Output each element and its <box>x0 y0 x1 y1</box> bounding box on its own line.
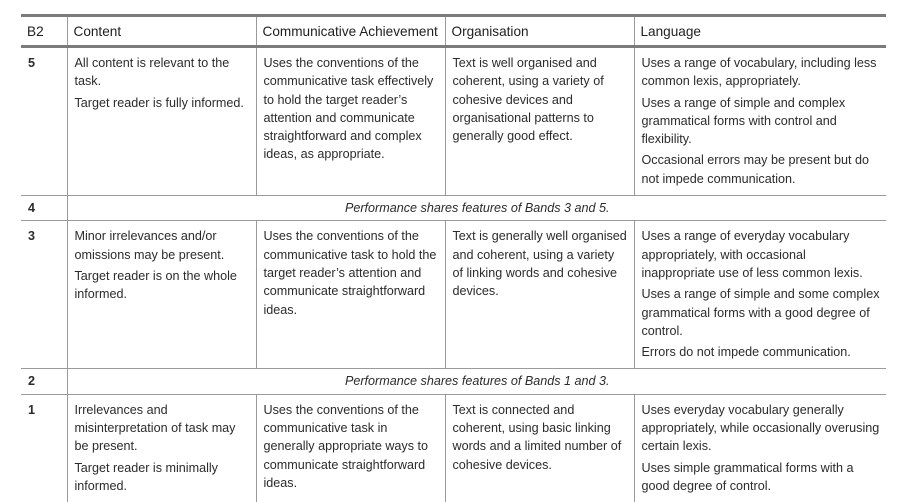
header-language: Language <box>634 16 886 47</box>
header-communicative: Communicative Achievement <box>256 16 445 47</box>
shared-features-note: Performance shares features of Bands 3 and 5. <box>67 196 886 221</box>
content-cell <box>67 221 256 369</box>
band-number: 2 <box>21 369 67 394</box>
content-cell <box>67 394 256 502</box>
organisation-cell <box>445 47 634 196</box>
descriptor: Uses simple grammatical forms with a good degree of control. <box>641 460 854 493</box>
band-number: 5 <box>21 47 67 196</box>
descriptor: Uses the conventions of the communicative task to hold the target reader’s attention and communicate straightforward ideas. <box>263 229 437 317</box>
descriptor: Errors do not impede communication. <box>641 345 851 360</box>
header-content: Content <box>67 16 256 47</box>
shared-features-note: Performance shares features of Bands 1 and 3. <box>67 369 886 394</box>
descriptor: Uses a range of simple and complex grammatical forms with control and flexibility. <box>641 95 846 147</box>
band-5-row <box>21 47 886 196</box>
descriptor: Uses a range of vocabulary, including less common lexis, appropriately. <box>641 56 877 89</box>
assessment-scale-table <box>21 14 886 502</box>
descriptor: Uses everyday vocabulary generally appropriately, while occasionally overusing certain lexis. <box>641 402 880 454</box>
content-cell <box>67 47 256 196</box>
descriptor: Target reader is on the whole informed. <box>74 268 237 302</box>
band-3-row <box>21 221 886 369</box>
language-cell <box>634 394 886 502</box>
language-cell <box>634 221 886 369</box>
band-number: 3 <box>21 221 67 369</box>
organisation-cell <box>445 221 634 369</box>
descriptor: Target reader is minimally informed. <box>74 460 218 493</box>
band-number: 4 <box>21 196 67 221</box>
band-4-row <box>21 196 886 221</box>
descriptor: Uses a range of simple and some complex grammatical forms with a good degree of control. <box>641 287 880 338</box>
descriptor: Irrelevances and misinterpretation of task may be present. <box>74 402 236 454</box>
communicative-cell <box>256 221 445 369</box>
descriptor: Target reader is fully informed. <box>74 95 244 110</box>
descriptor: Minor irrelevances and/or omissions may be present. <box>74 229 225 262</box>
band-2-row <box>21 369 886 394</box>
band-1-row <box>21 394 886 502</box>
header-organisation: Organisation <box>445 16 634 47</box>
communicative-cell <box>256 394 445 502</box>
header-row <box>21 16 886 47</box>
descriptor: All content is relevant to the task. <box>74 56 230 89</box>
descriptor: Text is generally well organised and coherent, using a variety of linking words and cohesive devices. <box>452 229 627 299</box>
descriptor: Occasional errors may be present but do not impede communication. <box>641 153 869 186</box>
descriptor: Text is well organised and coherent, using a variety of cohesive devices and organisational patterns to generally good effect. <box>452 56 604 144</box>
organisation-cell <box>445 394 634 502</box>
language-cell <box>634 47 886 196</box>
header-band: B2 <box>21 16 67 47</box>
communicative-cell <box>256 47 445 196</box>
descriptor: Uses a range of everyday vocabulary appropriately, with occasional inappropriate use of less common lexis. <box>641 229 863 280</box>
descriptor: Uses the conventions of the communicative task effectively to hold the target reader’s attention and communicate straightforward and complex ideas, as appropriate. <box>263 56 434 162</box>
band-number: 1 <box>28 402 36 417</box>
descriptor: Uses the conventions of the communicative task in generally appropriate ways to communicate straightforward ideas. <box>263 402 429 490</box>
descriptor: Text is connected and coherent, using basic linking words and a limited number of cohesive devices. <box>452 402 622 472</box>
